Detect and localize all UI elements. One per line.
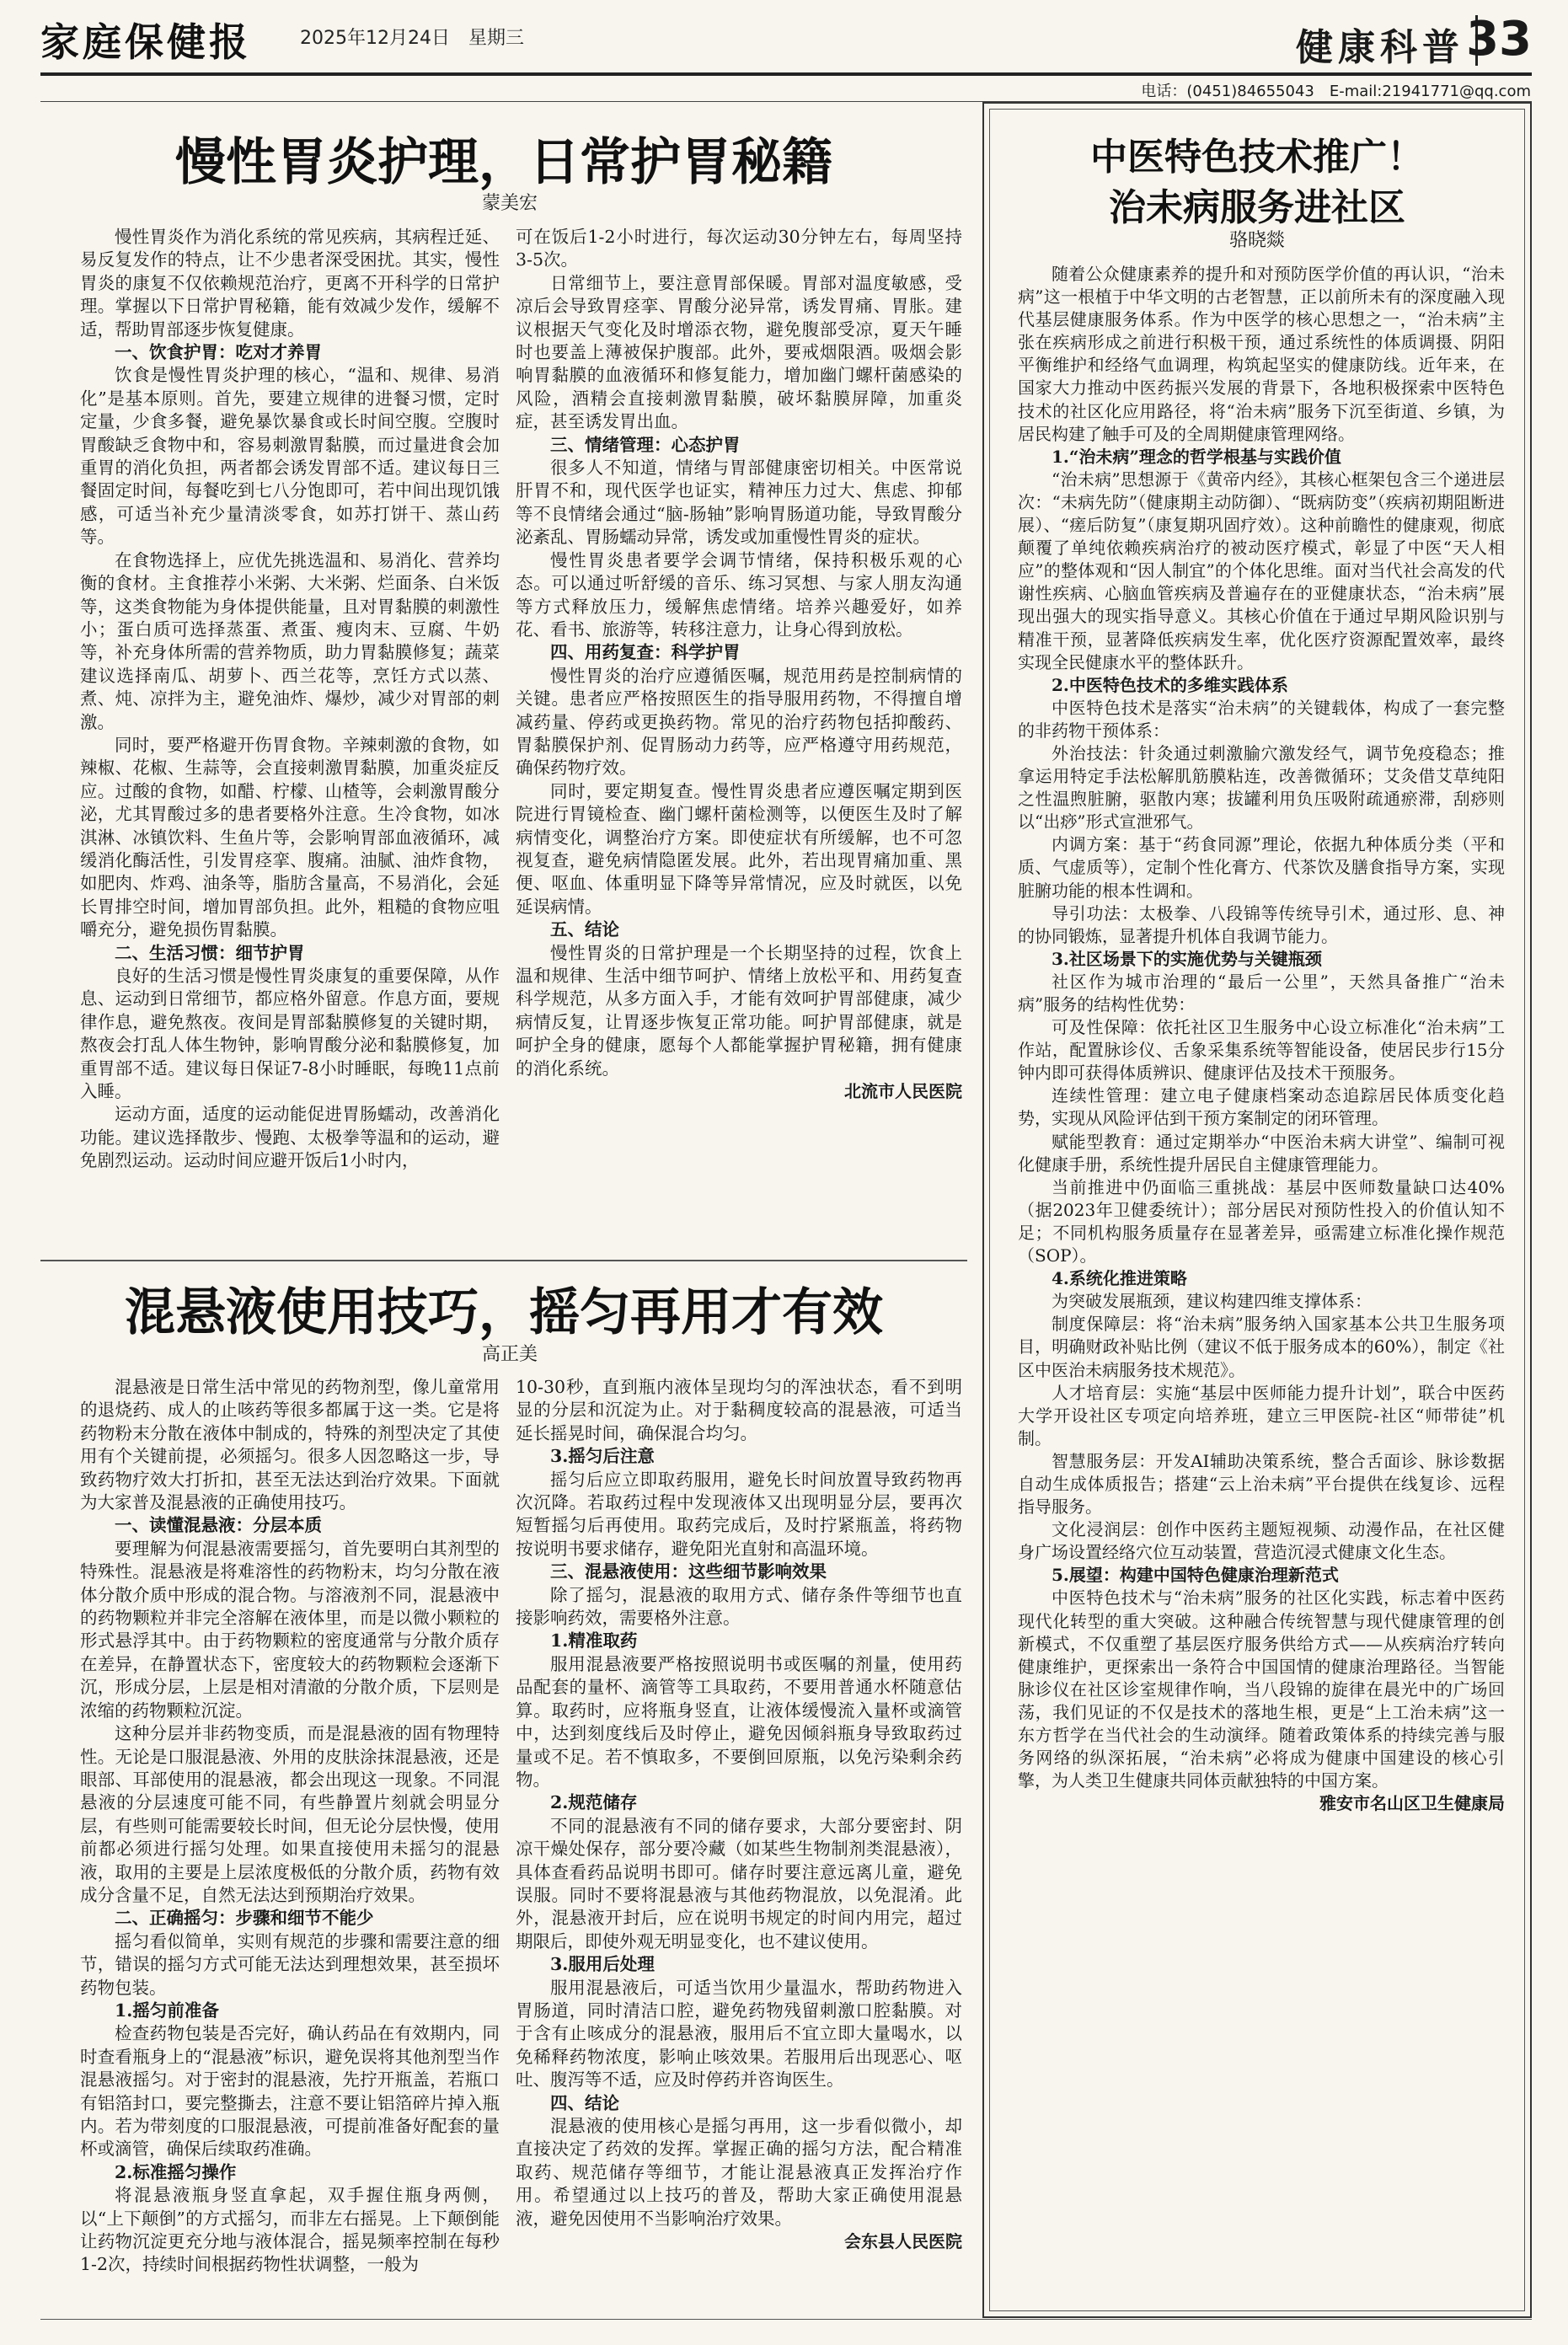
paragraph: “治未病”思想源于《黄帝内经》，其核心框架包含三个递进层次：“未病先防”（健康期主动防御）、“既病防变”（疾病初期阻断进展）、“瘥后防复”（康复期巩固疗效）。这种前瞻性的健康观，彻底颠覆了单纯依赖疾病治疗的被动医疗模式，彰显了中医“天人相应”的整体观和“因人制宜”的个体化思维。面对当代社会高发的代谢性疾病、心脑血管疾病及普遍存在的亚健康状态，“治未病”展现出强大的现实指导意义。其核心价值在于通过早期风险识别与精准干预，显著降低疾病发生率，优化医疗资源配置效率，最终实现全民健康水平的整体跃升。 bbox=[1018, 468, 1505, 672]
page-number: 33 bbox=[1466, 12, 1532, 67]
paragraph: 混悬液的使用核心是摇匀再用，这一步看似微小，却直接决定了药效的发挥。掌握正确的摇匀方法，配合精准取药、规范储存等细节，才能让混悬液真正发挥治疗作用。希望通过以上技巧的普及，帮助大家正确使用混悬液，避免因使用不当影响治疗效果。 bbox=[516, 2116, 962, 2229]
author-institution: 会东县人民医院 bbox=[844, 2231, 962, 2252]
section-heading: 1.“治未病”理念的哲学根基与实践价值 bbox=[1052, 446, 1341, 467]
sub-heading: 3.服用后处理 bbox=[550, 1954, 655, 1975]
section-heading: 一、饮食护胃：吃对才养胃 bbox=[115, 342, 322, 363]
paragraph: 中医特色技术是落实“治未病”的关键载体，构成了一套完整的非药物干预体系： bbox=[1018, 697, 1505, 741]
paragraph: 社区作为城市治理的“最后一公里”，天然具备推广“治未病”服务的结构性优势： bbox=[1018, 971, 1505, 1015]
article1-author: 蒙美宏 bbox=[481, 193, 538, 214]
paragraph: 摇匀看似简单，实则有规范的步骤和需要注意的细节，错误的摇匀方式可能无法达到理想效果，甚至损坏药物包装。 bbox=[80, 1930, 500, 1998]
section-heading: 四、用药复查：科学护胃 bbox=[550, 642, 741, 663]
article2-author: 高正美 bbox=[481, 1344, 538, 1365]
paragraph: 日常细节上，要注意胃部保暖。胃部对温度敏感，受凉后会导致胃痉挛、胃酸分泌异常，诱发胃痛、胃胀。建议根据天气变化及时增添衣物，避免腹部受凉，夏天午睡时也要盖上薄被保护腹部。此外，要戒烟限酒。吸烟会影响胃黏膜的血液循环和修复能力，增加幽门螺杆菌感染的风险，酒精会直接刺激胃黏膜，破坏黏膜屏障，加重炎症，甚至诱发胃出血。 bbox=[516, 272, 962, 432]
section-heading: 3.社区场景下的实施优势与关键瓶颈 bbox=[1052, 948, 1322, 969]
section-heading: 五、结论 bbox=[550, 919, 619, 940]
sub-heading: 1.精准取药 bbox=[550, 1630, 638, 1652]
paragraph: 智慧服务层：开发AI辅助决策系统，整合舌面诊、脉诊数据自动生成体质报告；搭建“云上治未病”平台提供在线复诊、远程指导服务。 bbox=[1018, 1450, 1505, 1518]
sub-heading: 2.规范储存 bbox=[550, 1792, 638, 1813]
sub-heading: 1.摇匀前准备 bbox=[115, 2000, 219, 2021]
paragraph: 连续性管理：建立电子健康档案动态追踪居民体质变化趋势，实现从风险评估到干预方案制定的闭环管理。 bbox=[1018, 1085, 1505, 1129]
paragraph: 良好的生活习惯是慢性胃炎康复的重要保障，从作息、运动到日常细节，都应格外留意。作息方面，要规律作息，避免熬夜。夜间是胃部黏膜修复的关键时期，熬夜会打乱人体生物钟，影响胃酸分泌和黏膜修复，加重胃部不适。建议每日保证7-8小时睡眠，每晚11点前入睡。 bbox=[80, 966, 500, 1102]
paragraph: 人才培育层：实施“基层中医师能力提升计划”，联合中医药大学开设社区专项定向培养班，建立三甲医院-社区“师带徒”机制。 bbox=[1018, 1382, 1505, 1448]
paragraph: 不同的混悬液有不同的储存要求，大部分要密封、阴凉干燥处保存，部分要冷藏（如某些生物制剂类混悬液），具体查看药品说明书即可。储存时要注意远离儿童，避免误服。同时不要将混悬液与其他药物混放，以免混淆。此外，混悬液开封后，应在说明书规定的时间内用完，超过期限后，即使外观无明显变化，也不建议使用。 bbox=[516, 1815, 962, 1951]
paragraph: 赋能型教育：通过定期举办“中医治未病大讲堂”、编制可视化健康手册，系统性提升居民自主健康管理能力。 bbox=[1018, 1131, 1505, 1175]
contact-line: 电话：(0451)84655043 E-mail:21941771@qq.com bbox=[1141, 83, 1531, 100]
section-heading: 2.中医特色技术的多维实践体系 bbox=[1052, 674, 1288, 695]
sub-heading: 3.摇匀后注意 bbox=[550, 1446, 655, 1467]
paragraph: 摇匀后应立即取药服用，避免长时间放置导致药物再次沉降。若取药过程中发现液体又出现明显分层，要再次短暂摇匀后再使用。取药完成后，及时拧紧瓶盖，将药物按说明书要求储存，避免阳光直射和高温环境。 bbox=[516, 1469, 962, 1559]
section-heading: 4.系统化推进策略 bbox=[1052, 1268, 1187, 1289]
article2-column-1 bbox=[80, 1376, 500, 2318]
paragraph: 除了摇匀，混悬液的取用方式、储存条件等细节也直接影响药效，需要格外注意。 bbox=[516, 1584, 962, 1629]
paragraph: 导引功法：太极拳、八段锦等传统导引术，通过形、息、神的协同锻炼，显著提升机体自我调节能力。 bbox=[1018, 902, 1505, 946]
paragraph: 在食物选择上，应优先挑选温和、易消化、营养均衡的食材。主食推荐小米粥、大米粥、烂面条、白米饭等，这类食物能为身体提供能量，且对胃黏膜的刺激性小；蛋白质可选择蒸蛋、煮蛋、瘦肉末、豆腐、牛奶等，补充身体所需的营养物质，助力胃黏膜修复；蔬菜建议选择南瓜、胡萝卜、西兰花等，烹饪方式以蒸、煮、炖、凉拌为主，避免油炸、爆炒，减少对胃部的刺激。 bbox=[80, 549, 500, 732]
article1-column-2 bbox=[516, 226, 962, 1254]
section-heading: 一、读懂混悬液：分层本质 bbox=[115, 1515, 322, 1536]
masthead bbox=[40, 12, 1532, 74]
paragraph: 慢性胃炎的日常护理是一个长期坚持的过程，饮食上温和规律、生活中细节呵护、情绪上放松平和、用药复查科学规范，从多方面入手，才能有效呵护胃部健康，减少病情反复，让胃逐步恢复正常功能。呵护胃部健康，就是呵护全身的健康，愿每个人都能掌握护胃秘籍，拥有健康的消化系统。 bbox=[516, 942, 962, 1079]
paper-name: 家庭保健报 bbox=[40, 19, 251, 65]
paragraph: 当前推进中仍面临三重挑战：基层中医师数量缺口达40%（据2023年卫健委统计）；部分居民对预防性投入的价值认知不足；不同机构服务质量存在显著差异，亟需建立标准化操作规范（SOP）。 bbox=[1018, 1176, 1505, 1266]
paragraph: 为突破发展瓶颈，建议构建四维支撑体系： bbox=[1052, 1291, 1372, 1312]
sub-heading: 2.标准摇匀操作 bbox=[115, 2161, 237, 2182]
section-heading: 二、正确摇匀：步骤和细节不能少 bbox=[115, 1908, 374, 1929]
paragraph: 服用混悬液后，可适当饮用少量温水，帮助药物进入胃肠道，同时清洁口腔，避免药物残留刺激口腔黏膜。对于含有止咳成分的混悬液，服用后不宜立即大量喝水，以免稀释药物浓度，影响止咳效果。若服用后出现恶心、呕吐、腹泻等不适，应及时停药并咨询医生。 bbox=[516, 1977, 962, 2091]
paragraph: 慢性胃炎患者要学会调节情绪，保持积极乐观的心态。可以通过听舒缓的音乐、练习冥想、与家人朋友沟通等方式释放压力，缓解焦虑情绪。培养兴趣爱好，如养花、看书、旅游等，转移注意力，让身心得到放松。 bbox=[516, 549, 962, 640]
article-divider bbox=[40, 1260, 967, 1261]
paragraph: 随着公众健康素养的提升和对预防医学价值的再认识，“治未病”这一根植于中华文明的古老智慧，正以前所未有的深度融入现代基层健康服务体系。作为中医学的核心思想之一，“治未病”主张在疾病形成之前进行积极干预，通过系统性的体质调摄、阴阳平衡维护和经络气血调理，构筑起坚实的健康防线。近年来，在国家大力推动中医药振兴发展的背景下，各地积极探索中医特色技术的社区化应用路径，将“治未病”服务下沉至街道、乡镇，为居民构建了触手可及的全周期健康管理网络。 bbox=[1018, 264, 1505, 444]
paragraph: 中医特色技术与“治未病”服务的社区化实践，标志着中医药现代化转型的重大突破。这种融合传统智慧与现代健康管理的创新模式，不仅重塑了基层医疗服务供给方式——从疾病治疗转向健康维护，更探索出一条符合中国国情的健康治理路径。当智能脉诊仪在社区诊室规律作响，当八段锦的旋律在晨光中的广场回荡，我们见证的不仅是技术的落地生根，更是“上工治未病”这一东方哲学在当代社会的生动演绎。随着政策体系的持续完善与服务网络的纵深拓展，“治未病”必将成为健康中国建设的核心引擎，为人类卫生健康共同体贡献独特的中国方案。 bbox=[1018, 1587, 1505, 1791]
section-heading: 5.展望：构建中国特色健康治理新范式 bbox=[1052, 1565, 1339, 1586]
author-institution: 雅安市名山区卫生健康局 bbox=[1319, 1793, 1505, 1814]
bottom-rule bbox=[40, 2319, 1532, 2320]
paragraph: 要理解为何混悬液需要摇匀，首先要明白其剂型的特殊性。混悬液是将难溶性的药物粉末，均匀分散在液体分散介质中形成的混合物。与溶液剂不同，混悬液中的药物颗粒并非完全溶解在液体里，而是以微小颗粒的形式悬浮其中。由于药物颗粒的密度通常与分散介质存在差异，在静置状态下，密度较大的药物颗粒会逐渐下沉，形成分层，上层是相对清澈的分散介质，下层则是浓缩的药物颗粒沉淀。 bbox=[80, 1538, 500, 1721]
paragraph: 检查药物包装是否完好，确认药品在有效期内，同时查看瓶身上的“混悬液”标识，避免误将其他剂型当作混悬液摇匀。对于密封的混悬液，先拧开瓶盖，若瓶口有铝箔封口，要完整撕去，注意不要让铝箔碎片掉入瓶内。若为带刻度的口服混悬液，可提前准备好配套的量杯或滴管，确保后续取药准确。 bbox=[80, 2023, 500, 2160]
article1-column-1 bbox=[80, 226, 500, 1254]
article2-column-2 bbox=[516, 1376, 962, 2318]
paragraph: 同时，要严格避开伤胃食物。辛辣刺激的食物，如辣椒、花椒、生蒜等，会直接刺激胃黏膜，加重炎症反应。过酸的食物，如醋、柠檬、山楂等，会刺激胃酸分泌，尤其胃酸过多的患者要格外注意。生冷食物，如冰淇淋、冰镇饮料、生鱼片等，会影响胃部血液循环，减缓消化酶活性，引发胃痉挛、腹痛。油腻、油炸食物，如肥肉、炸鸡、油条等，脂肪含量高，不易消化，会延长胃排空时间，增加胃部负担。此外，粗糙的食物应咀嚼充分，避免损伤胃黏膜。 bbox=[80, 734, 500, 940]
paragraph: 可在饭后1-2小时进行，每次运动30分钟左右，每周坚持3-5次。 bbox=[516, 227, 962, 270]
paragraph: 运动方面，适度的运动能促进胃肠蠕动，改善消化功能。建议选择散步、慢跑、太极拳等温和的运动，避免剧烈运动。运动时间应避开饭后1小时内， bbox=[80, 1104, 500, 1171]
article3-title-line2: 治未病服务进社区 bbox=[1109, 186, 1405, 229]
paragraph: 外治技法：针灸通过刺激腧穴激发经气，调节免疫稳态；推拿运用特定手法松解肌筋膜粘连，改善微循环；艾灸借艾草纯阳之性温煦脏腑，驱散内寒；拔罐利用负压吸附疏通瘀滞，刮痧则以“出痧”形式宣泄邪气。 bbox=[1018, 742, 1505, 833]
article3-body bbox=[1018, 263, 1505, 2310]
section-heading: 三、混悬液使用：这些细节影响效果 bbox=[550, 1561, 827, 1582]
article3-author: 骆晓燚 bbox=[1228, 230, 1285, 251]
paragraph: 服用混悬液要严格按照说明书或医嘱的剂量，使用药品配套的量杯、滴管等工具取药，不要用普通水杯随意估算。取药时，应将瓶身竖直，让液体缓慢流入量杯或滴管中，达到刻度线后及时停止，避免因倾斜瓶身导致取药过量或不足。若不慎取多，不要倒回原瓶，以免污染剩余药物。 bbox=[516, 1653, 962, 1790]
paragraph: 内调方案：基于“药食同源”理论，依据九种体质分类（平和质、气虚质等），定制个性化膏方、代茶饮及膳食指导方案，实现脏腑功能的根本性调和。 bbox=[1018, 834, 1505, 901]
author-institution: 北流市人民医院 bbox=[844, 1081, 962, 1102]
paragraph: 10-30秒，直到瓶内液体呈现均匀的浑浊状态，看不到明显的分层和沉淀为止。对于黏稠度较高的混悬液，可适当延长摇晃时间，确保混合均匀。 bbox=[516, 1377, 962, 1443]
paragraph: 这种分层并非药物变质，而是混悬液的固有物理特性。无论是口服混悬液、外用的皮肤涂抹混悬液，还是眼部、耳部使用的混悬液，都会出现这一现象。不同混悬液的分层速度可能不同，有些静置片刻就会明显分层，有些则可能需要较长时间，但无论分层快慢，使用前都必须进行摇匀处理。如果直接使用未摇匀的混悬液，取用的主要是上层浓度极低的分散介质，药物有效成分含量不足，自然无法达到预期治疗效果。 bbox=[80, 1723, 500, 1905]
section-title: 健康科普 bbox=[1296, 26, 1464, 69]
paragraph: 制度保障层：将“治未病”服务纳入国家基本公共卫生服务项目，明确财政补贴比例（建议不低于服务成本的60%），制定《社区中医治未病服务技术规范》。 bbox=[1018, 1314, 1505, 1380]
issue-date: 2025年12月24日 星期三 bbox=[300, 28, 524, 49]
paragraph: 慢性胃炎作为消化系统的常见疾病，其病程迁延、易反复发作的特点，让不少患者深受困扰。其实，慢性胃炎的康复不仅依赖规范治疗，更离不开科学的日常护理。掌握以下日常护胃秘籍，能有效减少发作，缓解不适，帮助胃部逐步恢复健康。 bbox=[80, 227, 500, 340]
paragraph: 饮食是慢性胃炎护理的核心，“温和、规律、易消化”是基本原则。首先，要建立规律的进餐习惯，定时定量，少食多餐，避免暴饮暴食或长时间空腹。空腹时胃酸缺乏食物中和，容易刺激胃黏膜，而过量进食会加重胃的消化负担，两者都会诱发胃部不适。建议每日三餐固定时间，每餐吃到七八分饱即可，若中间出现饥饿感，可适当补充少量清淡零食，如苏打饼干、蒸山药等。 bbox=[80, 365, 500, 548]
paragraph: 慢性胃炎的治疗应遵循医嘱，规范用药是控制病情的关键。患者应严格按照医生的指导服用药物，不得擅自增减药量、停药或更换药物。常见的治疗药物包括抑酸药、胃黏膜保护剂、促胃肠动力药等，应严格遵守用药规范，确保药物疗效。 bbox=[516, 665, 962, 779]
section-heading: 二、生活习惯：细节护胃 bbox=[115, 942, 305, 963]
paragraph: 可及性保障：依托社区卫生服务中心设立标准化“治未病”工作站，配置脉诊仪、舌象采集系统等智能设备，使居民步行15分钟内即可获得体质辨识、健康评估及技术干预服务。 bbox=[1018, 1017, 1505, 1084]
paragraph: 同时，要定期复查。慢性胃炎患者应遵医嘱定期到医院进行胃镜检查、幽门螺杆菌检测等，以便医生及时了解病情变化，调整治疗方案。即使症状有所缓解，也不可忽视复查，避免病情隐匿发展。此外，若出现胃痛加重、黑便、呕血、体重明显下降等异常情况，应及时就医，以免延误病情。 bbox=[516, 780, 962, 917]
paragraph: 很多人不知道，情绪与胃部健康密切相关。中医常说肝胃不和，现代医学也证实，精神压力过大、焦虑、抑郁等不良情绪会通过“脑-肠轴”影响胃肠道功能，导致胃酸分泌紊乱、胃肠蠕动异常，诱发或加重慢性胃炎的症状。 bbox=[516, 458, 962, 548]
paragraph: 混悬液是日常生活中常见的药物剂型，像儿童常用的退烧药、成人的止咳药等很多都属于这一类。它是将药物粉末分散在液体中制成的，特殊的剂型决定了其使用有个关键前提，必须摇匀。很多人因忽略这一步，导致药物疗效大打折扣，甚至无法达到治疗效果。下面就为大家普及混悬液的正确使用技巧。 bbox=[80, 1377, 500, 1513]
section-heading: 三、情绪管理：心态护胃 bbox=[550, 434, 741, 455]
article3-title-line1: 中医特色技术推广！ bbox=[1090, 136, 1424, 179]
paragraph: 将混悬液瓶身竖直拿起，双手握住瓶身两侧，以“上下颠倒”的方式摇匀，而非左右摇晃。上下颠倒能让药物沉淀更充分地与液体混合，摇晃频率控制在每秒1-2次，持续时间根据药物性状调整，一般为 bbox=[80, 2185, 500, 2275]
paragraph: 文化浸润层：创作中医药主题短视频、动漫作品，在社区健身广场设置经络穴位互动装置，营造沉浸式健康文化生态。 bbox=[1018, 1519, 1505, 1563]
article1-title: 慢性胃炎护理，日常护胃秘籍 bbox=[175, 133, 832, 192]
masthead-rule bbox=[40, 72, 1532, 76]
article2-title: 混悬液使用技巧，摇匀再用才有效 bbox=[125, 1283, 883, 1342]
section-heading: 四、结论 bbox=[550, 2092, 619, 2113]
